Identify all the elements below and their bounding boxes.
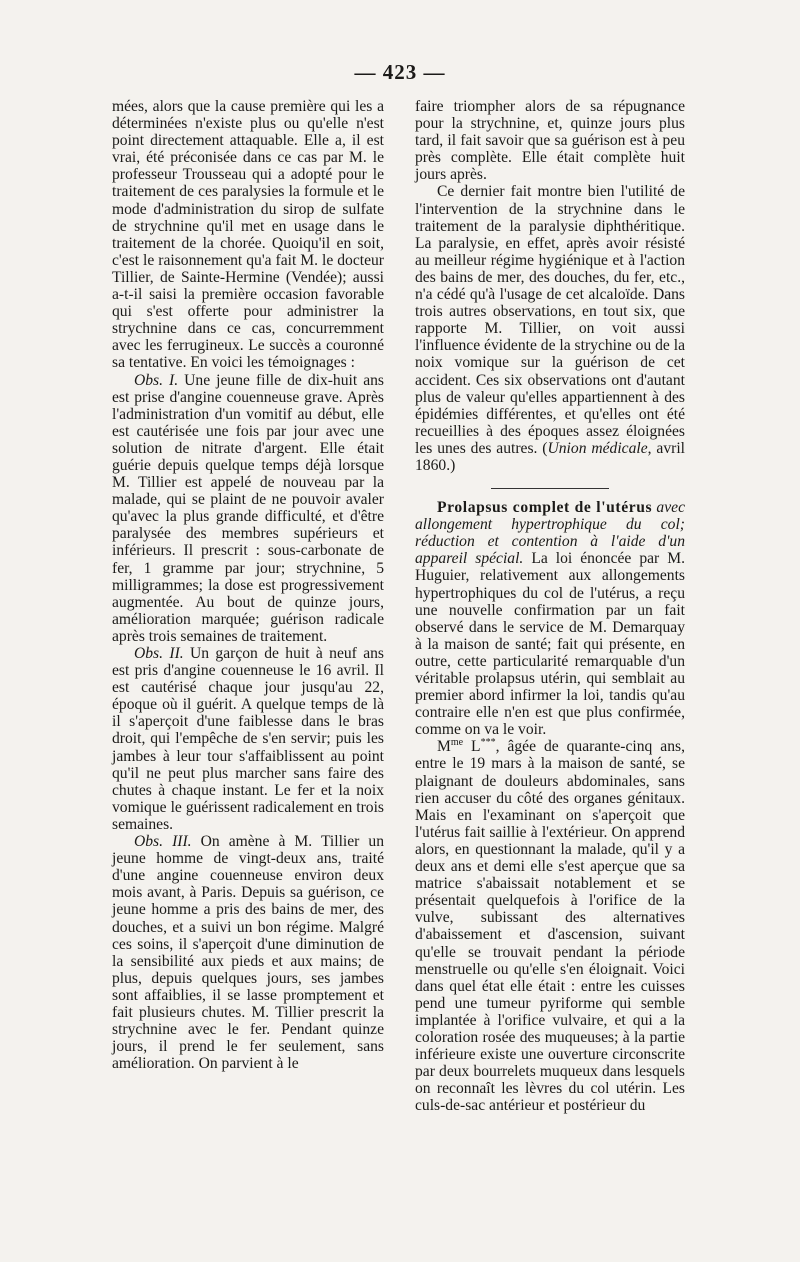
left-column xyxy=(112,98,384,1072)
source-journal: Union médicale xyxy=(547,439,648,457)
section-heading: Prolapsus complet de l'utérus xyxy=(437,499,653,517)
paragraph-continuation-right: faire triompher alors de sa répugnance pour la strychnine, et, quinze jours plus tard, il fait savoir que sa guérison est à peu près complète. Elle était complète huit jours après. xyxy=(415,98,685,184)
paragraph-continuation: mées, alors que la cause première qui les a déterminées n'existe plus ou qu'elle n'est point directement attaquable. Elle a, il est vrai, été préconisée dans ce cas par M. le professeur Trousseau qui a adopté pour le traitement de ces paralysies la formule et le mode d'administration du sirop de sulfate de strychnine qu'il met en usage dans le traitement de la chorée. Quoiqu'il en soit, c'est le raisonnement qu'a fait M. le docteur Tillier, de Sainte-Hermine (Vendée); aussi a-t-il saisi la première occasion favorable qui s'est offerte pour administrer la strychnine dans ce cas, concurremment avec les ferrugineux. Le succès a couronné sa tentative. En voici les témoignages : xyxy=(112,98,384,372)
case-title-stars: *** xyxy=(480,737,496,749)
observation-3-text: On amène à M. Tillier un jeune homme de vingt-deux ans, traité d'une angine couenneuse environ deux mois avant, à Paris. Depuis sa guérison, ce jeune homme a pris des bains de mer, des douches, et a suivi un bon régime. Malgré ces soins, il s'aperçoit d'une diminution de la sensibilité aux pieds et aux mains; de plus, depuis quelques jours, ses jambes sont affaiblies, il se lasse promptement et fait plusieurs chutes. M. Tillier prescrit la strychnine avec le fer. Pendant quinze jours, il prend le fer seulement, sans amélioration. On parvient à le xyxy=(112,833,385,1073)
section-intro-text: La loi énoncée par M. Huguier, relativement aux allongements hypertrophiques du col de l'utérus, a reçu une nouvelle confirmation par un fait observé dans le service de M. Demarquay à la maison de santé; fait qui présente, en outre, cette particularité remarquable d'un véritable prolapsus utérin, qui semblait au premier abord infirmer la loi, tandis qu'au contraire elle n'en est que plus confirmée, comme on va le voir. xyxy=(415,550,686,739)
section-separator xyxy=(491,488,609,489)
right-column xyxy=(415,98,685,1114)
case-text: , âgée de quarante-cinq ans, entre le 19 mars à la maison de santé, se plaignant de douleurs abdominales, sans rien accuser du côté des organes génitaux. Mais en l'examinant on s'aperçoit que l'utérus fait saillie à l'extérieur. On apprend alors, en questionnant la malade, qu'il y a deux ans et demi elle s'est aperçue que sa matrice s'abaissait notablement et se présentait quelquefois à l'orifice de la vulve, subissant des alternatives d'abaissement et d'ascension, suivant qu'elle se trouvait pendant la période menstruelle ou qu'elle s'en éloignait. Voici dans quel état elle était : entre les cuisses pend une tumeur pyriforme qui semble implantée à l'orifice vulvaire, et qui a la coloration rosée des muqueuses; à la partie inférieure existe une ouverture circonscrite par deux bourrelets muqueux dans lesquels on reconnaît les lèvres du col utérin. Les culs-de-sac antérieur et postérieur du xyxy=(415,738,685,1115)
page-number: — 423 — xyxy=(354,60,446,84)
observation-1-text: Une jeune fille de dix-huit ans est prise d'angine couenneuse grave. Après l'administration d'un vomitif au début, elle est cautérisée une fois par jour avec une solution de nitrate d'argent. Elle était guérie depuis quelque temps déjà lorsque M. Tillier est appelé de nouveau par la malade, qui se plaint de ne pouvoir avaler qu'avec la plus grande difficulté, et d'être paralysée des membres supérieurs et inférieurs. Il prescrit : sous-carbonate de fer, 1 gramme par jour; strychnine, 5 milligrammes; la dose est progressivement augmentée. Au bout de quinze jours, amélioration marquée; guérison radicale après trois semaines de traitement. xyxy=(112,371,384,645)
observation-1-label: Obs. I. xyxy=(134,371,179,389)
observation-1 xyxy=(112,372,384,646)
case-title-l: L xyxy=(463,738,481,756)
source-date: , avril 1860.) xyxy=(415,439,685,474)
observation-2 xyxy=(112,645,384,833)
observation-2-label: Obs. II. xyxy=(134,645,184,662)
observation-2-text: Un garçon de huit à neuf ans est pris d'angine couenneuse le 16 avril. Il est cautérisé chaque jour jusqu'au 22, époque où il guérit. A quelque temps de là il s'aperçoit d'une faiblesse dans le bras droit, qui l'empêche de s'en servir; puis les jambes à leur tour s'affaiblissent au point qu'il ne peut plus marcher sans faire des chutes à chaque instant. Le fer et la noix vomique le guérissent radicalement en trois semaines. xyxy=(112,645,384,833)
section-heading-subtitle: avec allongement hypertrophique du col; réduction et contention à l'aide d'un appareil spécial. xyxy=(415,499,685,568)
commentary-text: Ce dernier fait montre bien l'utilité de l'intervention de la strychnine dans le traitement de la paralysie diphthéritique. La paralysie, en effet, après avoir résisté au meilleur régime hygiénique et à l'action des bains de mer, des douches, du fer, etc., n'a cédé qu'à l'usage de cet alcaloïde. Dans trois autres observations, en tout six, que rapporte M. Tillier, on voit aussi l'influence évidente de la strychine ou de la noix vomique sur la guérison de cet accident. Ces six observations ont d'autant plus de valeur qu'elles appartiennent à des épidémies différentes, et qu'elles ont été recueillies à des époques assez éloignées les unes des autres. ( xyxy=(415,183,685,457)
observation-3-label: Obs. III. xyxy=(134,833,192,851)
section-opening xyxy=(415,499,685,738)
observation-3 xyxy=(112,833,384,1072)
case-title-m: M xyxy=(437,738,451,756)
commentary-paragraph xyxy=(415,183,685,474)
case-paragraph xyxy=(415,738,685,1114)
case-title-me: me xyxy=(450,737,464,749)
